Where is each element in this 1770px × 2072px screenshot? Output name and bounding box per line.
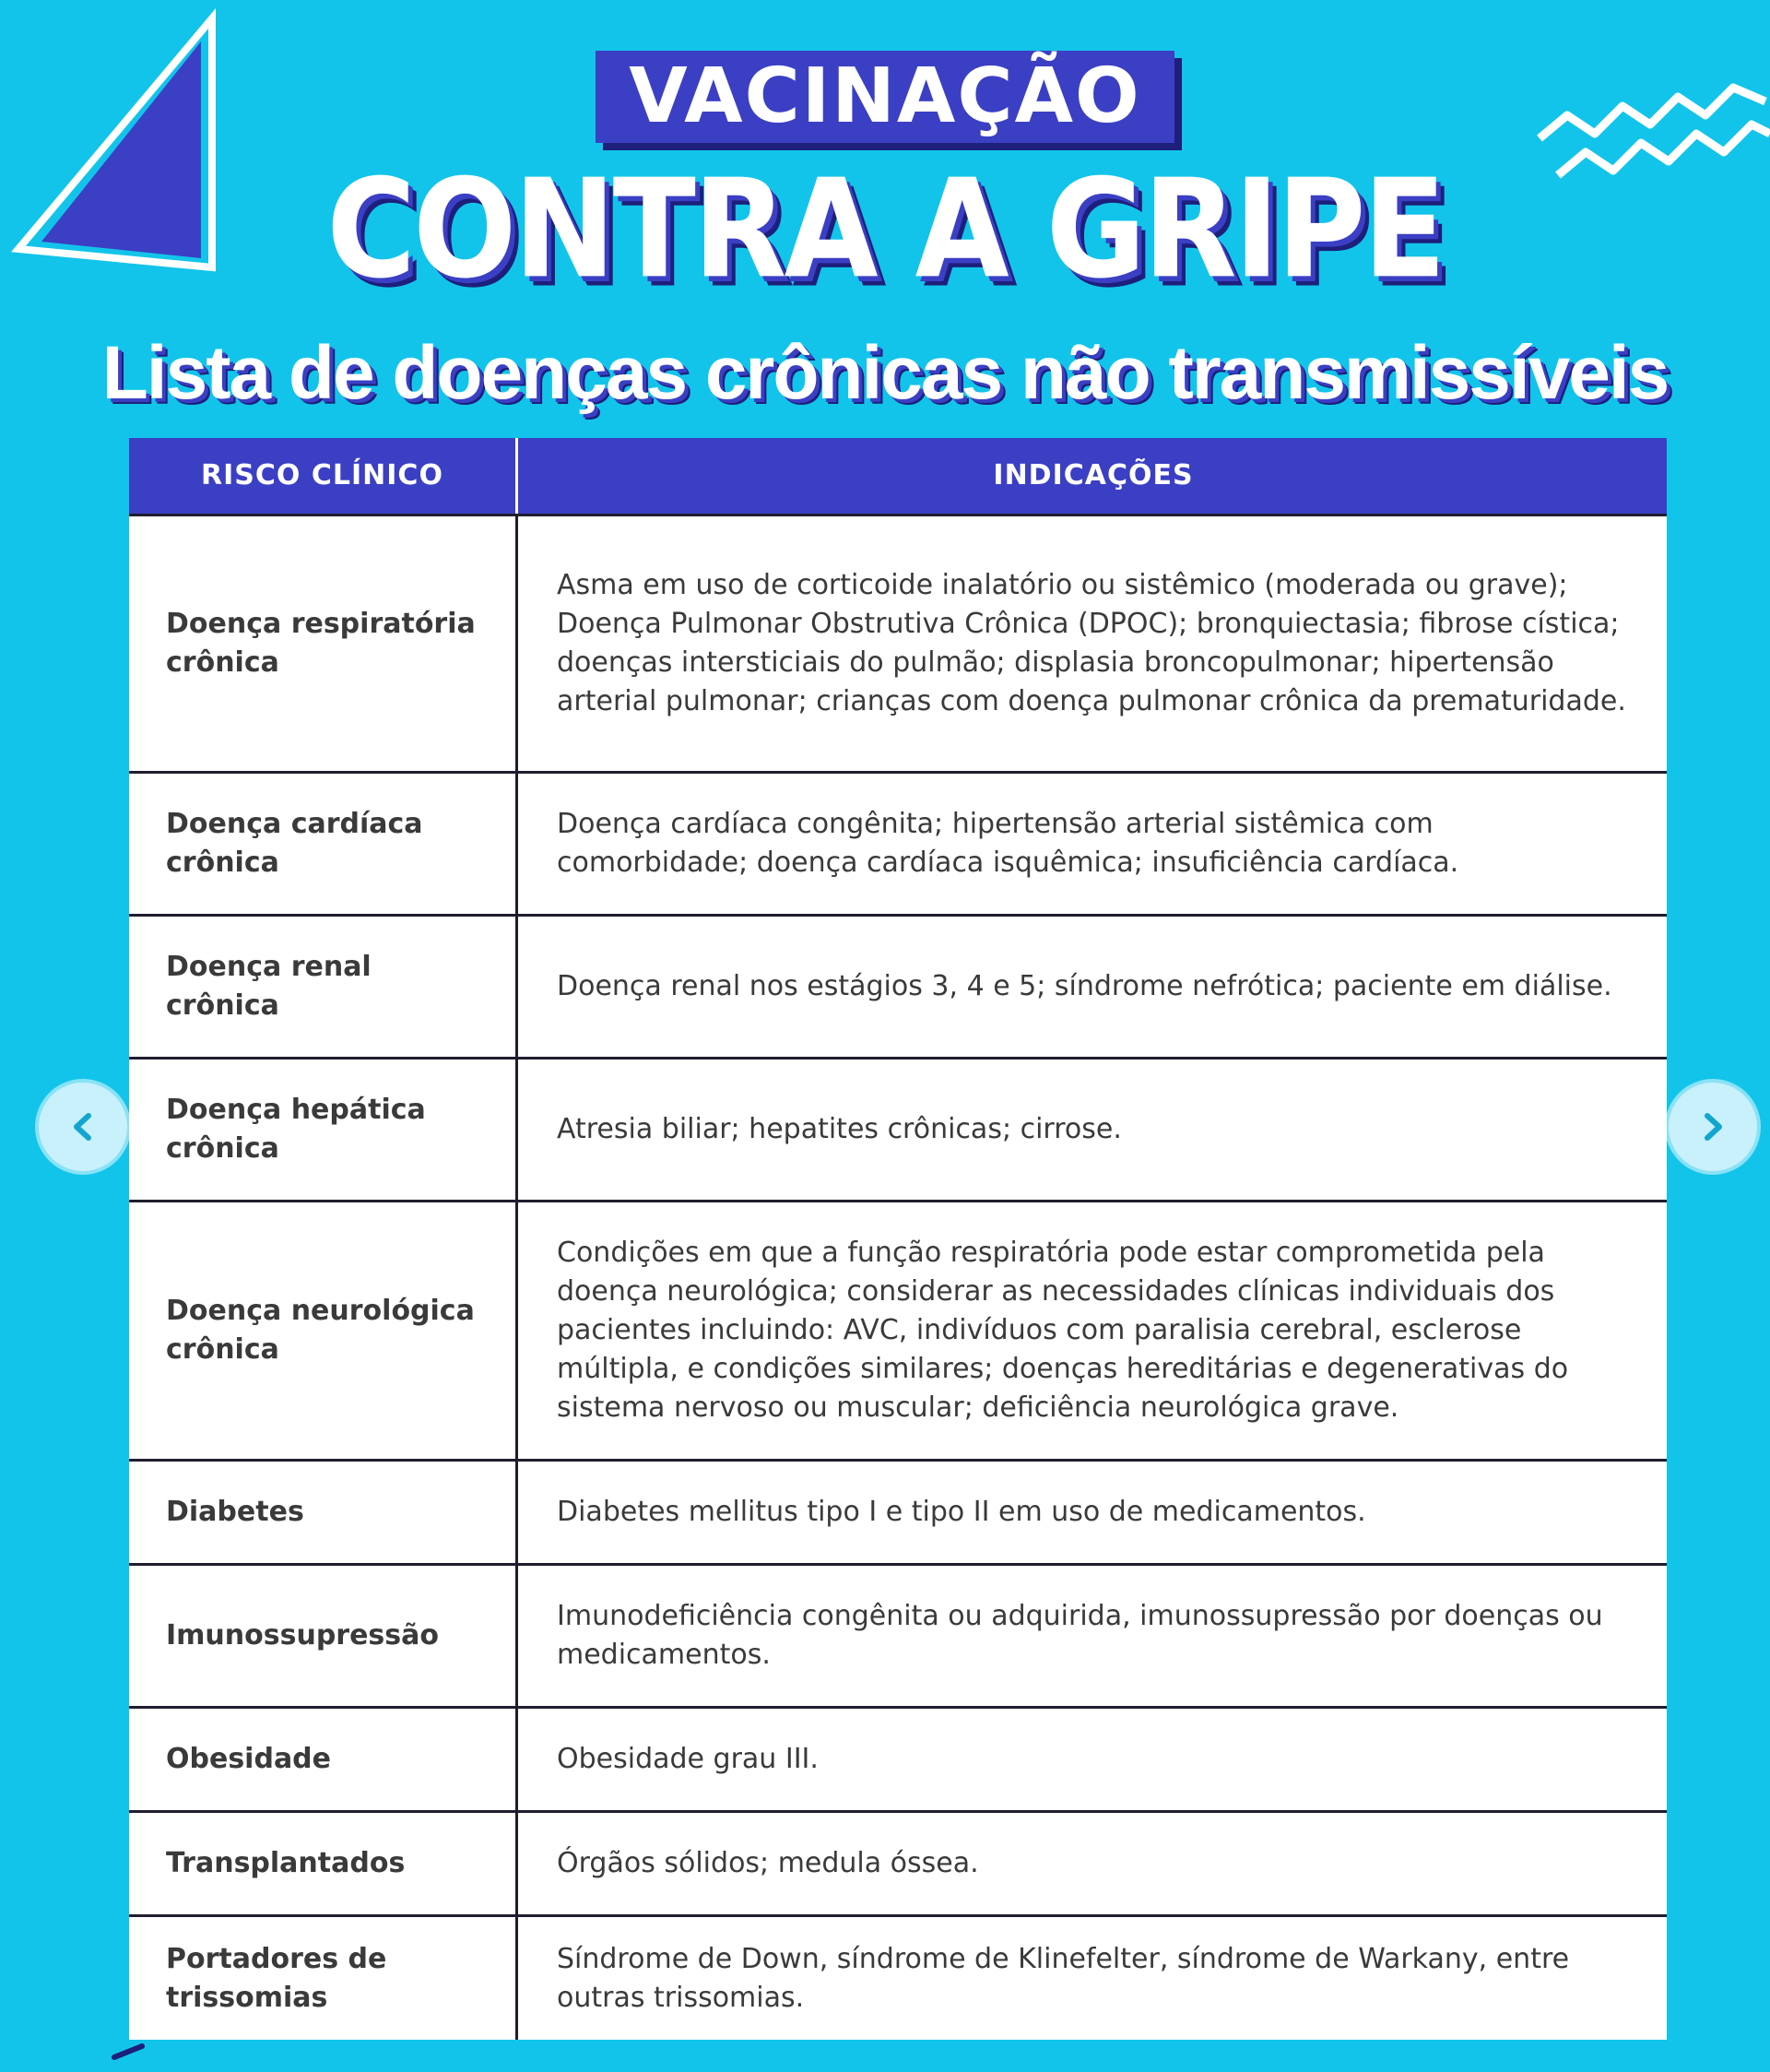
risk-cell: Diabetes (129, 1462, 518, 1563)
table-row (129, 1057, 1667, 1200)
indication-cell: Obesidade grau III. (557, 1743, 819, 1775)
risk-cell: Doença respiratória crônica (129, 516, 518, 771)
indication-cell: Diabetes mellitus tipo I e tipo II em uso de medicamentos. (557, 1496, 1366, 1528)
indication-cell: Imunodeficiência congênita ou adquirida, imunossupressão por doenças ou medicamentos. (557, 1600, 1603, 1671)
title-block (0, 51, 1770, 310)
risk-cell: Transplantados (129, 1813, 518, 1914)
risk-cell: Imunossupressão (129, 1566, 518, 1706)
chevron-right-icon (1694, 1108, 1731, 1145)
table-row (129, 514, 1667, 771)
indication-cell: Doença cardíaca congênita; hipertensão arterial sistêmica com comorbidade; doença cardíaca isquêmica; insuficiência cardíaca. (557, 808, 1459, 879)
page-title: CONTRA A GRIPE (326, 149, 1444, 310)
risk-cell: Doença renal crônica (129, 917, 518, 1057)
indication-cell: Condições em que a função respiratória pode estar comprometida pela doença neurológica; considerar as necessidades clínicas individuais dos pacientes incluindo: AVC, indivíduos com paralisia cerebral, esclerose múltipla, e condições similares; doenças hereditárias e degenerativas do sistema nervoso ou muscular; deficiência neurológica grave. (557, 1237, 1569, 1424)
table-row (129, 1459, 1667, 1563)
page-subtitle: Lista de doenças crônicas não transmissíveis (101, 331, 1669, 415)
table-row (129, 1706, 1667, 1810)
table-row (129, 914, 1667, 1057)
column-header-indications: INDICAÇÕES (993, 459, 1194, 491)
chevron-left-icon (65, 1108, 101, 1145)
risk-cell: Portadores de trissomias (129, 1917, 518, 2040)
column-header-risk: RISCO CLÍNICO (129, 438, 518, 514)
indication-cell: Doença renal nos estágios 3, 4 e 5; síndrome nefrótica; paciente em diálise. (557, 970, 1612, 1002)
indication-cell: Síndrome de Down, síndrome de Klinefelter, síndrome de Warkany, entre outras trissomias. (557, 1942, 1570, 2014)
carousel-prev-button[interactable] (39, 1083, 127, 1171)
risk-cell: Obesidade (129, 1709, 518, 1810)
table-row (129, 771, 1667, 914)
indication-cell: Asma em uso de corticoide inalatório ou sistêmico (moderada ou grave); Doença Pulmonar Obstrutiva Crônica (DPOC); bronquiectasia; fibrose cística; doenças intersticiais do pulmão; displasia broncopulmonar; hipertensão arterial pulmonar; crianças com doença pulmonar crônica da prematuridade. (557, 569, 1626, 717)
risk-cell: Doença hepática crônica (129, 1060, 518, 1200)
slash-decoration-icon (111, 2042, 148, 2061)
title-badge: VACINAÇÃO (596, 51, 1174, 143)
indication-cell: Atresia biliar; hepatites crônicas; cirrose. (557, 1113, 1122, 1145)
table-row (129, 1200, 1667, 1459)
indication-cell: Órgãos sólidos; medula óssea. (557, 1847, 979, 1879)
table-row (129, 1563, 1667, 1706)
risk-cell: Doença neurológica crônica (129, 1202, 518, 1459)
carousel-next-button[interactable] (1669, 1083, 1757, 1171)
table-row (129, 1810, 1667, 1914)
diseases-table (129, 438, 1667, 2040)
table-row (129, 1914, 1667, 2040)
risk-cell: Doença cardíaca crônica (129, 774, 518, 914)
table-header-row (129, 438, 1667, 514)
